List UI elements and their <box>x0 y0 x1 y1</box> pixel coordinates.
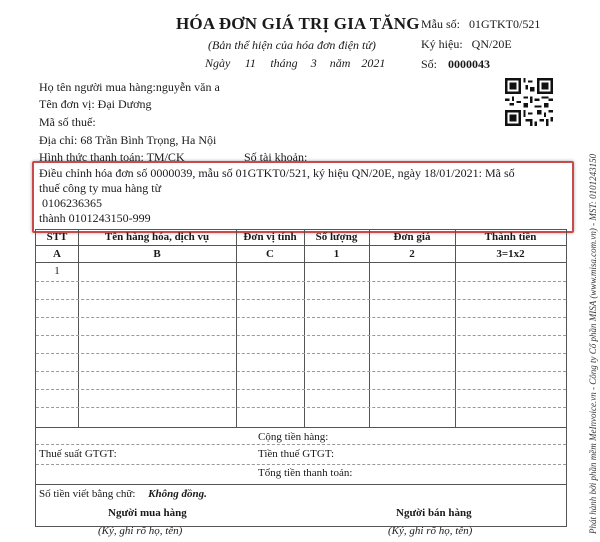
tien-thue-label: Tiền thuế GTGT: <box>258 448 335 460</box>
so-tien-bang-chu-label: Số tiền viết bằng chữ: <box>39 488 136 500</box>
seller-signature-title: Người bán hàng <box>396 507 472 519</box>
col-code-c: C <box>266 248 274 260</box>
col-code-1: 1 <box>333 248 340 260</box>
date-ngay-label: Ngày <box>205 56 231 70</box>
adjustment-line-4: thành 0101243150-999 <box>39 211 151 225</box>
row-1-stt: 1 <box>54 265 60 277</box>
invoice-title: HÓA ĐƠN GIÁ TRỊ GIA TĂNG <box>176 14 420 33</box>
so-hoa-don <box>421 57 490 72</box>
ky-hieu-value: QN/20E <box>471 37 512 51</box>
invoice-subtitle: (Bản thể hiện của hóa đơn điện tử) <box>208 38 376 52</box>
col-header-so-luong: Số lượng <box>315 231 358 243</box>
buyer-tax-code: Mã số thuế: <box>39 115 96 129</box>
col-header-thanh-tien: Thành tiền <box>484 231 537 243</box>
invoice-table <box>35 229 567 527</box>
mau-so-label: Mẫu số: <box>421 17 460 31</box>
col-header-don-vi: Đơn vị tính <box>243 231 297 243</box>
seller-signature-note: (Ký, ghi rõ họ, tên) <box>388 525 473 537</box>
so-value: 0000043 <box>448 57 491 71</box>
buyer-name: Họ tên người mua hàng:nguyễn văn a <box>39 80 220 94</box>
ky-hieu <box>421 37 512 52</box>
buyer-address: Địa chỉ: 68 Trần Bình Trọng, Ha Nội <box>39 133 217 147</box>
buyer-unit: Tên đơn vị: Đại Dương <box>39 97 152 111</box>
thue-suat-label: Thuế suất GTGT: <box>39 448 117 460</box>
so-label: Số: <box>421 57 438 71</box>
col-code-2: 2 <box>409 248 415 260</box>
col-header-ten-hang: Tên hàng hóa, dịch vụ <box>104 231 210 243</box>
col-code-a: A <box>53 248 61 260</box>
date-year: 2021 <box>361 56 386 70</box>
col-code-3: 3=1x2 <box>496 248 525 260</box>
date-day: 11 <box>244 56 256 70</box>
adjustment-line-1: Điều chỉnh hóa đơn số 0000039, mẫu số 01GTKT0/521, ký hiệu QN/20E, ngày 18/01/2021: Mã số <box>39 166 515 180</box>
software-issuer-note: Phát hành bởi phần mềm MeInvoice.vn - Công ty Cổ phần MISA (www.misa.com.vn) - MST: 0101243150 <box>588 153 598 534</box>
adjustment-line-3: 0106236365 <box>42 196 102 210</box>
date-nam-label: năm <box>329 56 351 70</box>
qr-code-icon <box>505 78 553 126</box>
date-thang-label: tháng <box>270 56 298 70</box>
ky-hieu-label: Ký hiệu: <box>421 37 463 51</box>
payment-method: Hình thức thanh toán: TM/CK <box>39 150 185 164</box>
buyer-signature-title: Người mua hàng <box>108 507 187 519</box>
col-header-stt: STT <box>46 231 68 243</box>
so-tien-bang-chu <box>39 488 207 500</box>
col-code-b: B <box>153 248 161 260</box>
mau-so-value: 01GTKT0/521 <box>469 17 541 31</box>
adjustment-line-2: thuế công ty mua hàng từ <box>39 181 162 195</box>
so-tien-bang-chu-value: Không đồng. <box>148 488 207 500</box>
mau-so <box>421 17 540 32</box>
date-month: 3 <box>310 56 317 70</box>
account-number-label: Số tài khoản: <box>244 150 308 164</box>
buyer-signature-note: (Ký, ghi rõ họ, tên) <box>98 525 183 537</box>
invoice-date <box>205 56 393 71</box>
cong-tien-hang-label: Cộng tiền hàng: <box>258 431 329 443</box>
tong-thanh-toan-label: Tổng tiền thanh toán: <box>258 467 353 479</box>
col-header-don-gia: Đơn giá <box>393 231 431 243</box>
